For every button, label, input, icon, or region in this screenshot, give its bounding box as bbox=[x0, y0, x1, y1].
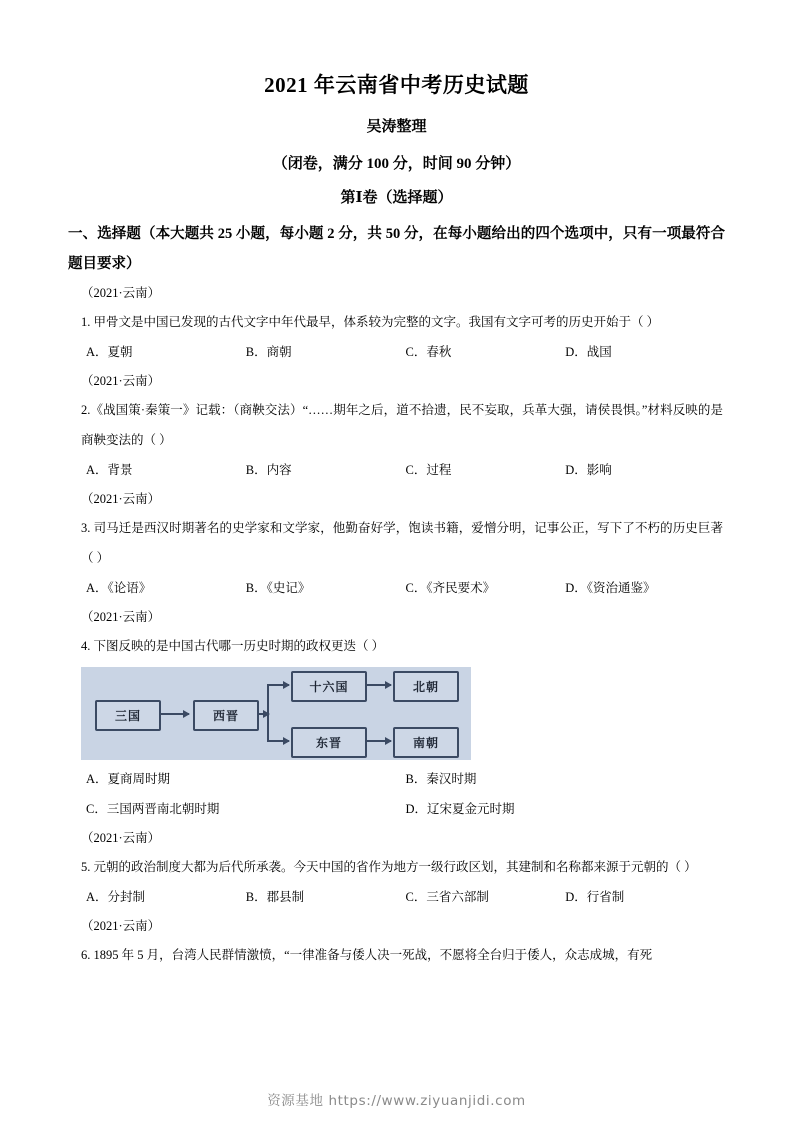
option-a[interactable]: A．分封制 bbox=[86, 890, 146, 904]
question-source-tag: （2021·云南） bbox=[81, 610, 161, 624]
option-b[interactable]: B．秦汉时期 bbox=[405, 772, 477, 786]
option-d[interactable]: D．《资治通鉴》 bbox=[565, 581, 656, 595]
option-d[interactable]: D．行省制 bbox=[565, 890, 625, 904]
question-options bbox=[81, 794, 725, 824]
question-stem: 4. 下图反映的是中国古代哪一历史时期的政权更迭（ ） bbox=[81, 639, 385, 653]
option-c[interactable]: C．《齐民要术》 bbox=[405, 581, 496, 595]
question-source-tag: （2021·云南） bbox=[81, 919, 161, 933]
option-a[interactable]: A．背景 bbox=[86, 463, 133, 477]
option-c[interactable]: C．三省六部制 bbox=[405, 890, 489, 904]
question-options bbox=[81, 337, 725, 367]
diagram-box-dongjin: 东晋 bbox=[291, 727, 367, 758]
diagram-box-nanchao: 南朝 bbox=[393, 727, 459, 758]
question-options bbox=[81, 573, 725, 603]
diagram-arrow-5 bbox=[365, 684, 391, 686]
option-b[interactable]: B．郡县制 bbox=[245, 890, 305, 904]
option-b[interactable]: B．《史记》 bbox=[245, 581, 311, 595]
option-c[interactable]: C．春秋 bbox=[405, 345, 452, 359]
question-stem: 5. 元朝的政治制度大都为后代所承袭。今天中国的省作为地方一级行政区划，其建制和名称都来源于元朝的（ ） bbox=[81, 860, 697, 874]
document-meta: （闭卷，满分 100 分，时间 90 分钟） bbox=[272, 156, 521, 172]
option-c[interactable]: C．三国两晋南北朝时期 bbox=[86, 802, 220, 816]
document-subtitle: 吴涛整理 bbox=[366, 119, 427, 135]
diagram-arrow-1 bbox=[159, 713, 189, 715]
diagram-box-xijin: 西晋 bbox=[193, 700, 259, 731]
question-source-tag: （2021·云南） bbox=[81, 831, 161, 845]
page-title: 2021 年云南省中考历史试题 bbox=[264, 73, 529, 97]
section-heading: 一、选择题（本大题共 25 小题，每小题 2 分，共 50 分，在每小题给出的四个选项中，只有一项最符合题目要求） bbox=[68, 226, 725, 272]
option-a[interactable]: A．夏商周时期 bbox=[86, 772, 171, 786]
question-options bbox=[81, 455, 725, 485]
option-a[interactable]: A．夏朝 bbox=[86, 345, 133, 359]
question-source-tag: （2021·云南） bbox=[81, 286, 161, 300]
question-stem: 3. 司马迁是西汉时期著名的史学家和文学家，他勤奋好学，饱读书籍，爱憎分明，记事公正，写下了不朽的历史巨著（ ） bbox=[81, 521, 723, 565]
option-b[interactable]: B．商朝 bbox=[245, 345, 292, 359]
question-source-tag: （2021·云南） bbox=[81, 374, 161, 388]
diagram-arrow-6 bbox=[365, 740, 391, 742]
dynasty-succession-diagram bbox=[81, 667, 471, 760]
option-d[interactable]: D．战国 bbox=[565, 345, 612, 359]
diagram-arrow-3 bbox=[267, 684, 289, 686]
question-stem: 6. 1895 年 5 月，台湾人民群情激愤，“一律准备与倭人决一死战，不愿将全台归于倭人，众志成城，有死 bbox=[81, 948, 653, 962]
option-d[interactable]: D．影响 bbox=[565, 463, 612, 477]
question-figure-wrapper bbox=[81, 667, 725, 760]
page-footer: 资源基地 https://www.ziyuanjidi.com bbox=[267, 1093, 526, 1109]
diagram-box-shiliuguo: 十六国 bbox=[291, 671, 367, 702]
question-source-tag: （2021·云南） bbox=[81, 492, 161, 506]
option-c[interactable]: C．过程 bbox=[405, 463, 452, 477]
diagram-arrow-4 bbox=[267, 740, 289, 742]
question-stem: 1. 甲骨文是中国已发现的古代文字中年代最早，体系较为完整的文字。我国有文字可考的历史开始于（ ） bbox=[81, 315, 660, 329]
option-b[interactable]: B．内容 bbox=[245, 463, 292, 477]
document-section-label: 第Ⅰ卷（选择题） bbox=[340, 190, 453, 206]
diagram-box-sanguo: 三国 bbox=[95, 700, 161, 731]
diagram-arrow-2 bbox=[257, 713, 269, 715]
question-stem: 2.《战国策·秦策一》记载：（商鞅交法）“……期年之后，道不拾遗，民不妄取，兵革大强，请侯畏惧。”材料反映的是商鞅变法的（ ） bbox=[81, 403, 723, 447]
question-options bbox=[81, 882, 725, 912]
diagram-box-beichao: 北朝 bbox=[393, 671, 459, 702]
option-d[interactable]: D．辽宋夏金元时期 bbox=[405, 802, 515, 816]
question-options bbox=[81, 764, 725, 794]
option-a[interactable]: A．《论语》 bbox=[86, 581, 152, 595]
